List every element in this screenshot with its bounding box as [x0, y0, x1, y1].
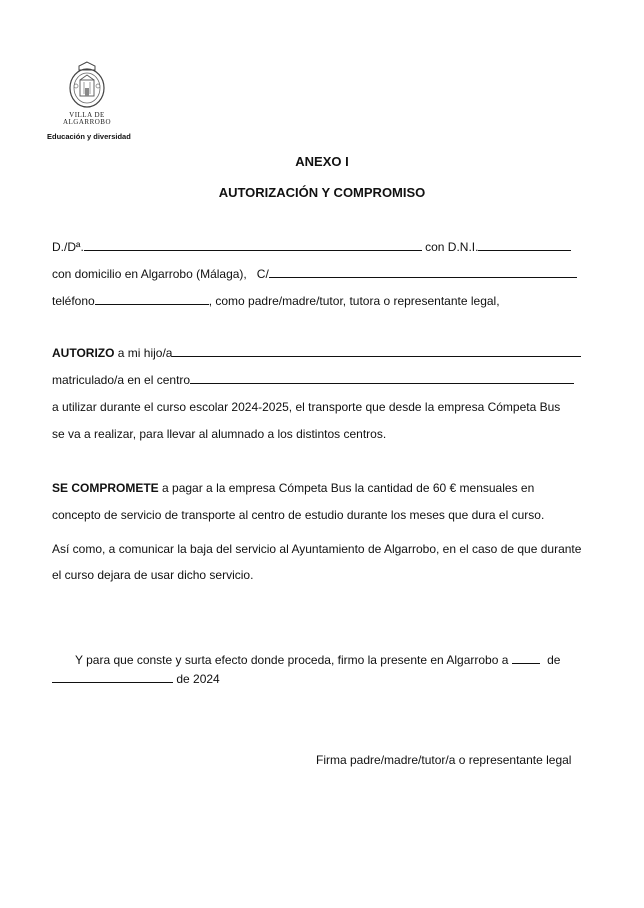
authorize-keyword: AUTORIZO: [52, 346, 115, 360]
closing-year: de 2024: [176, 672, 220, 686]
authorize-line: [52, 346, 581, 361]
school-line: [52, 373, 574, 388]
closing-line2: [52, 672, 220, 687]
phone-line: [52, 294, 500, 309]
name-line: [52, 240, 571, 255]
commit-line1-rest: a pagar a la empresa Cómpeta Bus la cantidad de 60 € mensuales en: [158, 481, 535, 495]
phone-suffix: , como padre/madre/tutor, tutora o representante legal,: [208, 294, 500, 308]
address-label: con domicilio en Algarrobo (Málaga),: [52, 267, 247, 281]
tagline: Educación y diversidad: [47, 132, 131, 141]
municipal-seal-logo: [65, 60, 109, 110]
commit-line3: Así como, a comunicar la baja del servicio al Ayuntamiento de Algarrobo, en el caso de que durante: [52, 542, 582, 556]
street-label: C/: [256, 267, 269, 281]
street-field[interactable]: [269, 267, 577, 278]
day-field[interactable]: [512, 653, 540, 664]
closing-line1: [75, 653, 560, 668]
closing-text: Y para que conste y surta efecto donde proceda, firmo la presente en Algarrobo a: [75, 653, 509, 667]
logo-caption-line2: ALGARROBO: [62, 118, 112, 126]
school-field[interactable]: [190, 373, 574, 384]
name-field[interactable]: [84, 240, 422, 251]
phone-label: teléfono: [52, 294, 95, 308]
address-line: [52, 267, 577, 282]
annex-title: ANEXO I: [295, 154, 349, 169]
child-name-field[interactable]: [172, 346, 581, 357]
commit-line2: concepto de servicio de transporte al centro de estudio durante los meses que dura el curso.: [52, 508, 545, 522]
child-label: a mi hijo/a: [114, 346, 173, 360]
seal-icon: [65, 60, 109, 110]
month-field[interactable]: [52, 672, 173, 683]
name-label: D./Dª.: [52, 240, 84, 254]
logo-caption-line1: VILLA DE: [69, 111, 105, 119]
commit-line1: [52, 481, 534, 496]
commit-keyword: SE COMPROMETE: [52, 481, 159, 495]
signature-label: Firma padre/madre/tutor/a o representante legal: [316, 753, 572, 767]
school-label: matriculado/a en el centro: [52, 373, 191, 387]
commit-line4: el curso dejara de usar dicho servicio.: [52, 568, 254, 582]
main-title: AUTORIZACIÓN Y COMPROMISO: [218, 185, 426, 200]
authorize-text-line3: a utilizar durante el curso escolar 2024-2025, el transporte que desde la empresa Cómpeta Bus: [52, 400, 561, 414]
phone-field[interactable]: [95, 294, 209, 305]
closing-de: de: [547, 653, 561, 667]
dni-label: con D.N.I.: [425, 240, 479, 254]
authorize-text-line4: se va a realizar, para llevar al alumnado a los distintos centros.: [52, 427, 387, 441]
dni-field[interactable]: [478, 240, 571, 251]
